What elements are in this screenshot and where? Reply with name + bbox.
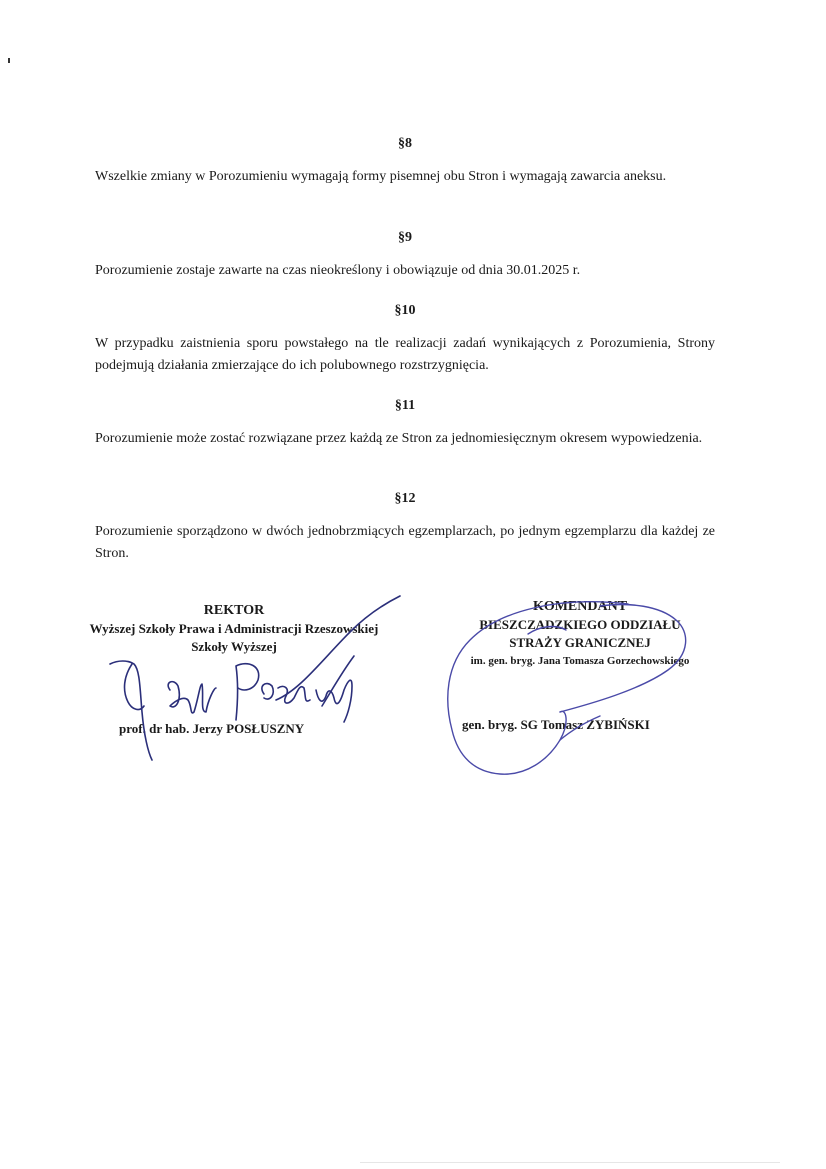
signature-block-rector (30, 602, 438, 656)
section-text: W przypadku zaistnienia sporu powstałego na tle realizacji zadań wynikających z Porozumienia, Strony podejmują działania zmierzające do ich polubownego rozstrzygnięcia. (95, 336, 715, 373)
scan-edge-line (360, 1162, 780, 1163)
rector-institution-line2: Szkoły Wyższej (191, 639, 277, 654)
scan-mark (8, 58, 10, 63)
commander-patron: im. gen. bryg. Jana Tomasza Gorzechowskiego (470, 655, 690, 667)
commander-title: KOMENDANT (532, 599, 628, 614)
commander-name: gen. bryg. SG Tomasz ZYBIŃSKI (462, 717, 650, 732)
rector-title: REKTOR (203, 603, 265, 618)
section-10 (95, 303, 715, 377)
section-12 (95, 491, 715, 565)
rector-name: prof. dr hab. Jerzy POSŁUSZNY (119, 721, 305, 736)
section-text: Porozumienie może zostać rozwiązane przez każdą ze Stron za jednomiesięcznym okresem wypowiedzenia. (95, 431, 703, 446)
section-9 (95, 230, 715, 282)
section-heading: §10 (394, 303, 416, 318)
commander-unit: BIESZCZADZKIEGO ODDZIAŁU (479, 617, 681, 632)
section-text: Porozumienie zostaje zawarte na czas nieokreślony i obowiązuje od dnia 30.01.2025 r. (95, 263, 581, 278)
section-8 (95, 136, 715, 188)
section-11 (95, 398, 715, 450)
section-text: Porozumienie sporządzono w dwóch jednobrzmiących egzemplarzach, po jednym egzemplarzu dla każdej ze Stron. (95, 524, 715, 561)
signature-block-commander (425, 598, 735, 670)
rector-institution: Wyższej Szkoły Prawa i Administracji Rzeszowskiej (89, 621, 379, 636)
section-heading: §12 (394, 491, 416, 506)
section-heading: §9 (398, 230, 412, 245)
commander-unit-line2: STRAŻY GRANICZNEJ (509, 635, 651, 650)
section-heading: §8 (398, 136, 412, 151)
section-text: Wszelkie zmiany w Porozumieniu wymagają formy pisemnej obu Stron i wymagają zawarcia aneksu. (95, 169, 667, 184)
section-heading: §11 (394, 398, 416, 413)
